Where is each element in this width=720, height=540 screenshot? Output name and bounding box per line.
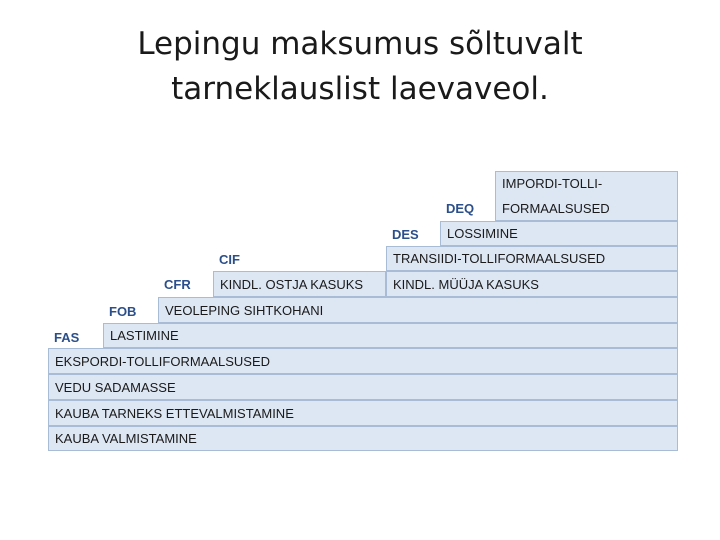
title-line-1: Lepingu maksumus sõltuvalt (137, 26, 583, 62)
row-impordi-line-2: FORMAALSUSED (502, 201, 610, 216)
term-cif: CIF (219, 252, 240, 267)
row-kauba-tarneks-ettevalmistamine: KAUBA TARNEKS ETTEVALMISTAMINE (48, 400, 678, 426)
term-cfr: CFR (164, 277, 191, 292)
row-kindl-ostja-kasuks: KINDL. OSTJA KASUKS (213, 271, 386, 297)
row-impordi-tolliformaalsused (495, 171, 678, 221)
row-kindl-myyja-kasuks: KINDL. MÜÜJA KASUKS (386, 271, 678, 297)
term-deq: DEQ (446, 201, 475, 216)
title-line-2: tarneklauslist laevaveol. (171, 71, 549, 107)
row-lossimine: LOSSIMINE (440, 221, 678, 246)
slide-title (0, 22, 720, 112)
row-veoleping-sihtkohani: VEOLEPING SIHTKOHANI (158, 297, 678, 323)
term-fas: FAS (54, 330, 80, 345)
row-vedu-sadamasse: VEDU SADAMASSE (48, 374, 678, 400)
row-lastimine: LASTIMINE (103, 323, 678, 348)
row-transiidi-tolliformaalsused: TRANSIIDI-TOLLIFORMAALSUSED (386, 246, 678, 271)
row-ekspordi-tolliformaalsused: EKSPORDI-TOLLIFORMAALSUSED (48, 348, 678, 374)
term-des: DES (392, 227, 419, 242)
term-fob: FOB (109, 304, 137, 319)
row-kauba-valmistamine: KAUBA VALMISTAMINE (48, 426, 678, 451)
row-impordi-line-1: IMPORDI-TOLLI- (502, 176, 603, 191)
